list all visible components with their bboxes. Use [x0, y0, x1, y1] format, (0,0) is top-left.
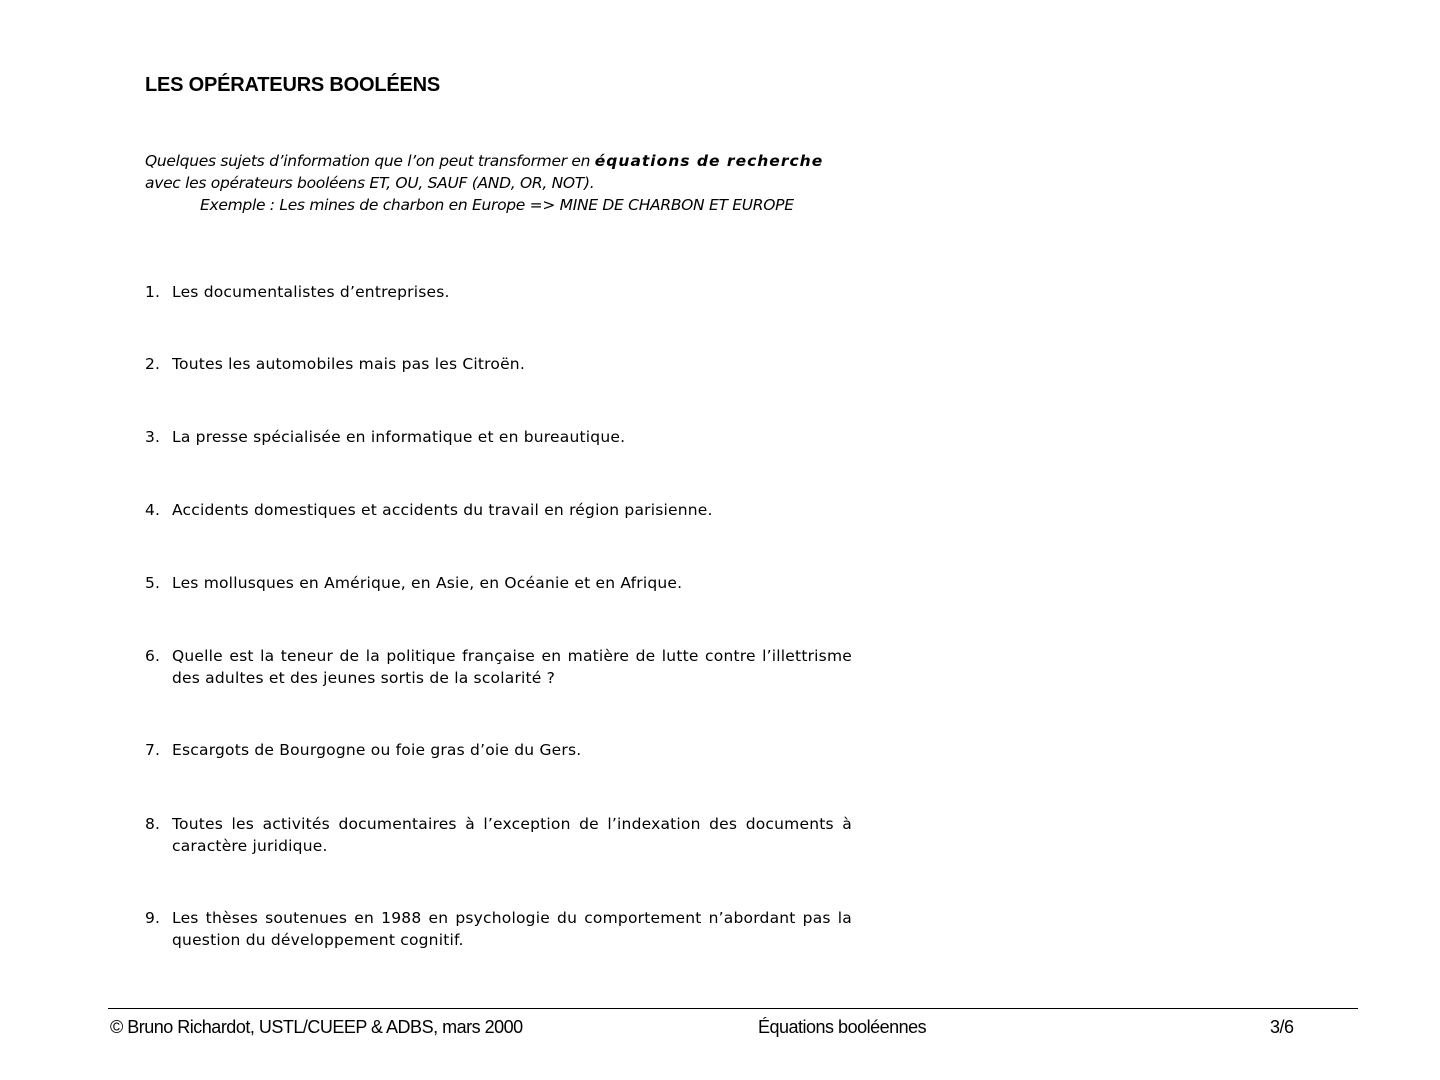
- item-number: 1.: [145, 283, 161, 301]
- list-item: [145, 281, 852, 303]
- list-item: [145, 739, 852, 761]
- footer-copyright: © Bruno Richardot, USTL/CUEEP & ADBS, mars 2000: [110, 1017, 523, 1037]
- item-number: 7.: [145, 741, 161, 759]
- list-item: [145, 426, 852, 448]
- intro-text: Quelques sujets d’information que l’on peut transformer en: [145, 152, 595, 170]
- item-text: Quelle est la teneur de la politique française en matière de lutte contre l’illettrisme des adultes et des jeunes sortis de la scolarité ?: [172, 647, 852, 687]
- item-text: Les thèses soutenues en 1988 en psychologie du comportement n’abordant pas la question du développement cognitif.: [172, 909, 852, 949]
- item-text: Les mollusques en Amérique, en Asie, en Océanie et en Afrique.: [172, 574, 683, 592]
- intro-line-2: avec les opérateurs booléens ET, OU, SAUF (AND, OR, NOT).: [145, 174, 595, 192]
- list-item: [145, 353, 852, 375]
- list-item: [145, 813, 852, 857]
- item-number: 5.: [145, 574, 161, 592]
- intro-emphasis: équations de recherche: [594, 152, 824, 170]
- item-number: 2.: [145, 355, 161, 373]
- list-item: [145, 645, 852, 689]
- list-item: [145, 499, 852, 521]
- item-number: 4.: [145, 501, 161, 519]
- list-item: [145, 572, 852, 594]
- item-text: Toutes les activités documentaires à l’exception de l’indexation des documents à caractère juridique.: [172, 815, 852, 855]
- intro-example: Exemple : Les mines de charbon en Europe => MINE DE CHARBON ET EUROPE: [200, 196, 794, 214]
- item-text: Escargots de Bourgogne ou foie gras d’oie du Gers.: [172, 741, 582, 759]
- footer-divider: [108, 1008, 1358, 1009]
- item-number: 6.: [145, 647, 161, 665]
- item-text: Les documentalistes d’entreprises.: [172, 283, 450, 301]
- item-text: Toutes les automobiles mais pas les Citroën.: [172, 355, 525, 373]
- intro-line-1: [145, 150, 855, 172]
- footer-page-number: 3/6: [1270, 1017, 1294, 1037]
- item-number: 3.: [145, 428, 161, 446]
- item-number: 8.: [145, 815, 161, 833]
- item-number: 9.: [145, 909, 161, 927]
- footer-document-title: Équations booléennes: [758, 1017, 927, 1037]
- item-text: La presse spécialisée en informatique et en bureautique.: [172, 428, 626, 446]
- intro-paragraph: [145, 150, 855, 216]
- item-text: Accidents domestiques et accidents du travail en région parisienne.: [172, 501, 713, 519]
- page-title: LES OPÉRATEURS BOOLÉENS: [145, 74, 441, 96]
- list-item: [145, 907, 852, 951]
